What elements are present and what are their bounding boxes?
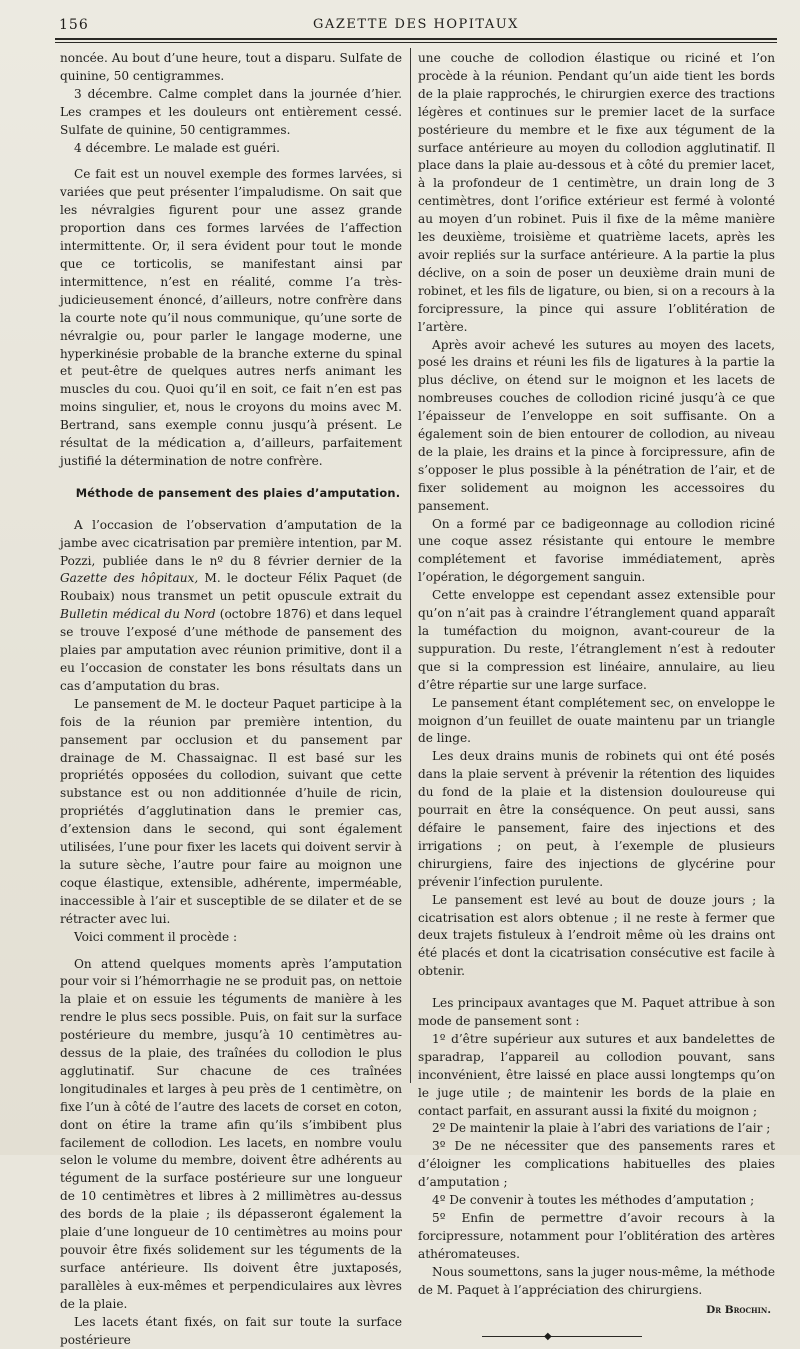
journal-reference: Bulletin médical du Nord (60, 607, 216, 622)
paragraph: 5º Enfin de permettre d’avoir recours à la forcipressure, notamment pour l’oblitération des artères athéromateuses. (418, 1211, 775, 1261)
page-number: 156 (59, 17, 89, 33)
paragraph: On a formé par ce badigeonnage au collodion riciné une coque assez résistante qui entoure le membre complétement et favorise immédiatement, après l’opération, le dégorgement sanguin. (418, 516, 775, 585)
end-ornament (418, 1331, 775, 1343)
header-rule-thin (55, 42, 777, 43)
journal-title: GAZETTE DES HOPITAUX (313, 17, 519, 32)
journal-reference: Gazette des hôpitaux, (60, 571, 199, 586)
paragraph: 4 décembre. Le malade est guéri. (74, 140, 280, 155)
paragraph: 3º De ne nécessiter que des pansements rares et d’éloigner les complications habituelles des plaies d’amputation ; (418, 1139, 775, 1190)
left-column (60, 50, 402, 1349)
right-column (418, 50, 775, 1343)
paragraph: A l’occasion de l’observation d’amputation de la jambe avec cicatrisation par première intention, par M. Pozzi, publiée dans le nº du 8 février dernier de la Gazette des hôpitaux, M. le docteur Félix Paquet (de Roubaix) nous transmet un petit opuscule extrait du Bulletin médical du Nord (octobre 1876) et dans lequel se trouve l’exposé d’une méthode de pansement des plaies par amputation avec réunion primitive, dont il a eu l’occasion de constater les bons résultats dans un cas d’amputation du bras. (60, 517, 403, 693)
author-signature: Dr Brochin. (706, 1303, 771, 1316)
paragraph: Les principaux avantages que M. Paquet attribue à son mode de pansement sont : (418, 996, 775, 1029)
paragraph: 4º De convenir à toutes les méthodes d’amputation ; (432, 1193, 755, 1208)
paragraph: Après avoir achevé les sutures au moyen des lacets, posé les drains et réuni les fils de ligatures à la partie la plus déclive, on étend sur le moignon et les lacets de nombreuses couches de collodion riciné jusqu’à ce que l’épaisseur de l’enveloppe en soit suffisante. On a également soin de bien entourer de collodion, au niveau de la plaie, les drains et la pince à forcipressure, afin de s’opposer le plus possible à la pénétration de l’air, et de fixer solidement au moignon les accessoires du pansement. (418, 337, 775, 513)
page-header (55, 14, 777, 36)
paragraph: Ce fait est un nouvel exemple des formes larvées, si variées que peut présenter l’impaludisme. On sait que les névralgies figurent pour une assez grande proportion dans ces formes larvées de l’affection intermittente. Or, il sera évident pour tout le monde que ce torticolis, se manifestant ainsi par intermittence, n’est en réalité, comme l’a très-judicieusement énoncé, d’ailleurs, notre confrère dans la courte note qu’il nous communique, qu’une sorte de névralgie ou, pour parler le langage moderne, une hyperkinésie probable de la branche externe du spinal et peut-être de quelques autres nerfs animant les muscles du cou. Quoi qu’il en soit, ce fait n’en est pas moins singulier, et, nous le croyons du moins avec M. Bertrand, sans exemple connu jusqu’à présent. Le résultat de la médication a, d’ailleurs, parfaitement justifié la détermination de notre confrère. (60, 167, 402, 468)
header-rule-thick (55, 38, 777, 40)
ornament-icon: ◆ (544, 1331, 552, 1343)
paragraph: Cette enveloppe est cependant assez extensible pour qu’on n’ait pas à craindre l’étranglement quand apparaît la tuméfaction du moignon, avant-coureur de la suppuration. Du reste, l’étranglement n’est à redouter que si la compression est linéaire, annulaire, au lieu d’être répartie sur une large surface. (418, 588, 775, 692)
column-divider (410, 48, 411, 1083)
paragraph: Voici comment il procède : (74, 929, 238, 944)
paragraph: Les lacets étant fixés, on fait sur toute la surface postérieure (60, 1314, 402, 1347)
paragraph: Nous soumettons, sans la juger nous-même, la méthode de M. Paquet à l’appréciation des chirurgiens. (418, 1264, 775, 1297)
paragraph: Les deux drains munis de robinets qui ont été posés dans la plaie servent à prévenir la rétention des liquides du fond de la plaie et la distension douloureuse qui pourrait en être la conséquence. On peut aussi, sans défaire le pansement, faire des injections et des irrigations ; on peut, à l’exemple de plusieurs chirurgiens, faire des injections de glycérine pour prévenir l’infection purulente. (418, 749, 775, 889)
paragraph: Le pansement étant complétement sec, on enveloppe le moignon d’un feuillet de ouate maintenu par un triangle de linge. (418, 695, 775, 746)
paragraph: noncée. Au bout d’une heure, tout a disparu. Sulfate de quinine, 50 centigrammes. (60, 51, 402, 83)
paragraph: 3 décembre. Calme complet dans la journée d’hier. Les crampes et les douleurs ont entièrement cessé. Sulfate de quinine, 50 centigrammes. (60, 86, 402, 137)
paragraph: Le pansement de M. le docteur Paquet participe à la fois de la réunion par première intention, du pansement par occlusion et du pansement par drainage de M. Chassaignac. Il est basé sur les propriétés opposées du collodion, suivant que cette substance est ou non additionnée d’huile de ricin, propriétés d’agglutination dans le premier cas, d’extension dans le second, qui sont également utilisées, l’une pour fixer les lacets qui doivent servir à la suture sèche, l’autre pour faire au moignon une coque élastique, extensible, adhérente, imperméable, inaccessible à l’air et susceptible de se dilater et de se rétracter avec lui. (60, 696, 402, 926)
paragraph: une couche de collodion élastique ou riciné et l’on procède à la réunion. Pendant qu’un aide tient les bords de la plaie rapprochés, le chirurgien exerce des tractions légères et continues sur le premier lacet de la surface postérieure du membre et le fixe aux tégument de la surface antérieure au moyen du collodion agglutinatif. Il place dans la plaie au-dessous et à côté du premier lacet, à la profondeur de 1 centimètre, un drain long de 3 centimètres, dont l’orifice extérieur est fermé à volonté au moyen d’un robinet. Puis il fixe de la même manière les deuxième, troisième et quatrième lacets, après les avoir repliés sur la surface antérieure. A la partie la plus déclive, on a soin de poser un deuxième drain muni de robinet, et les fils de ligature, ou bien, si on a recours à la forcipressure, la pince qui assure l’oblitération de l’artère. (418, 51, 775, 334)
paragraph: Le pansement est levé au bout de douze jours ; la cicatrisation est alors obtenue ; il ne reste à fermer que deux trajets fistuleux à l’endroit même où les drains ont été placés et dont la cicatrisation consécutive est facile à obtenir. (418, 892, 775, 979)
paragraph: 1º d’être supérieur aux sutures et aux bandelettes de sparadrap, l’appareil au collodion pouvant, sans inconvénient, être laissé en place aussi longtemps qu’on le juge utile ; de maintenir les bords de la plaie en contact parfait, en assurant aussi la fixité du moignon ; (418, 1031, 775, 1118)
paragraph: On attend quelques moments après l’amputation pour voir si l’hémorrhagie ne se produit pas, on nettoie la plaie et on essuie les téguments de manière à les rendre le plus secs possible. Puis, on fait sur la surface postérieure du membre, jusqu’à 10 centimètres au-dessus de la plaie, des traînées du collodion le plus agglutinatif. Sur chacune de ces traînées longitudinales et larges à peu près de 1 centimètre, on fixe l’un à côté de l’autre des lacets de corset en coton, dont on étire la trame afin qu’ils s’imbibent plus facilement de collodion. Les lacets, en nombre voulu selon le volume du membre, doivent être adhérents au tégument de la surface postérieure sur une longueur de 10 centimètres et libres à 2 millimètres au-dessus des bords de la plaie ; ils dépasseront également la plaie d’une longueur de 10 centimètres au moins pour pouvoir être fixés solidement sur les téguments de la surface antérieure. Ils doivent être juxtaposés, parallèles à eux-mêmes et perpendiculaires aux lèvres de la plaie. (60, 956, 402, 1311)
paragraph: 2º De maintenir la plaie à l’abri des variations de l’air ; (432, 1121, 771, 1136)
section-title: Méthode de pansement des plaies d’amputation. (75, 485, 401, 500)
